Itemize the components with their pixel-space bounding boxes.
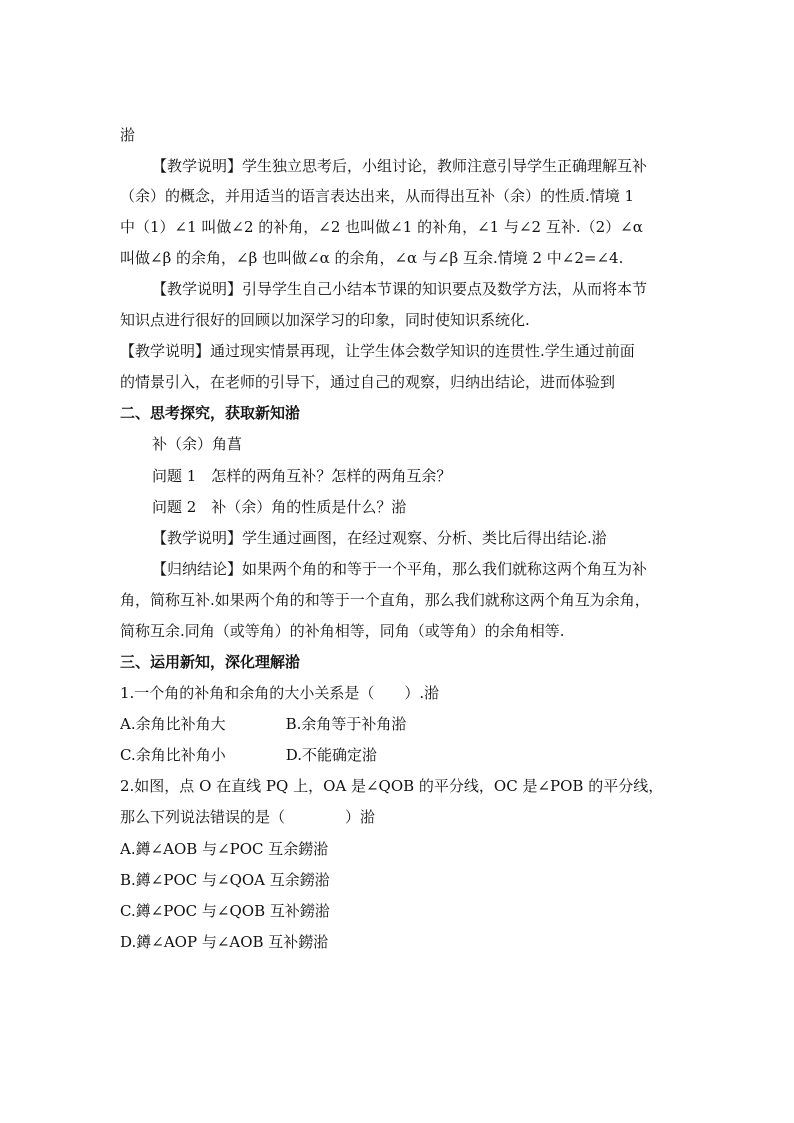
- text-line: 中（1）∠1 叫做∠2 的补角，∠2 也叫做∠1 的补角，∠1 与∠2 互补.（2）∠α: [120, 218, 643, 236]
- text-line: 补（余）角菖: [152, 435, 243, 453]
- text-line: 角，简称互补.如果两个角的和等于一个直角，那么我们就称这两个角互为余角，: [120, 591, 650, 609]
- option-line: C.鐏∠POC 与∠QOB 互补鐒湁: [120, 902, 330, 920]
- text-line: 【教学说明】学生通过画图，在经过观察、分析、类比后得出结论.湁: [152, 529, 607, 547]
- question-line: 问题 1 怎样的两角互补？怎样的两角互余？: [152, 467, 452, 485]
- text-line: 湁: [120, 126, 136, 144]
- text-line: 【归纳结论】如果两个角的和等于一个平角，那么我们就称这两个角互为补: [152, 560, 648, 578]
- text-line: 叫做∠β 的余角，∠β 也叫做∠α 的余角，∠α 与∠β 互余.情境 2 中∠2=∠4.: [120, 249, 624, 267]
- text-line: 【教学说明】通过现实情景再现，让学生体会数学知识的连贯性.学生通过前面: [120, 342, 635, 360]
- option-line: D.鐏∠AOP 与∠AOB 互补鐒湁: [120, 933, 329, 951]
- option-line: B.鐏∠POC 与∠QOA 互余鐒湁: [120, 871, 330, 889]
- text-line: 【教学说明】学生独立思考后，小组讨论，教师注意引导学生正确理解互补: [152, 157, 648, 175]
- option-line: C.余角比补角小 D.不能确定湁: [120, 746, 377, 764]
- text-line: 那么下列说法错误的是（ ）湁: [120, 808, 376, 826]
- question-line: 1.一个角的补角和余角的大小关系是（ ）.湁: [120, 684, 440, 702]
- question-line: 问题 2 补（余）角的性质是什么？湁: [152, 498, 407, 516]
- text-line: 简称互余.同角（或等角）的补角相等，同角（或等角）的余角相等.: [120, 622, 565, 640]
- section-heading: 二、思考探究，获取新知湁: [120, 404, 301, 422]
- text-line: 的情景引入，在老师的引导下，通过自己的观察，归纳出结论，进而体验到: [120, 373, 616, 391]
- text-line: 【教学说明】引导学生自己小结本节课的知识要点及数学方法，从而将本节: [152, 280, 648, 298]
- question-line: 2.如图，点 O 在直线 PQ 上，OA 是∠QOB 的平分线，OC 是∠POB 的平分线，: [120, 777, 664, 795]
- option-line: A.鐏∠AOB 与∠POC 互余鐒湁: [120, 840, 329, 858]
- text-line: 知识点进行很好的回顾以加深学习的印象，同时使知识系统化.: [120, 311, 530, 329]
- text-line: （余）的概念，并用适当的语言表达出来，从而得出互补（余）的性质.情境 1: [120, 187, 635, 205]
- section-heading: 三、运用新知，深化理解湁: [120, 653, 301, 671]
- option-line: A.余角比补角大 B.余角等于补角湁: [120, 715, 407, 733]
